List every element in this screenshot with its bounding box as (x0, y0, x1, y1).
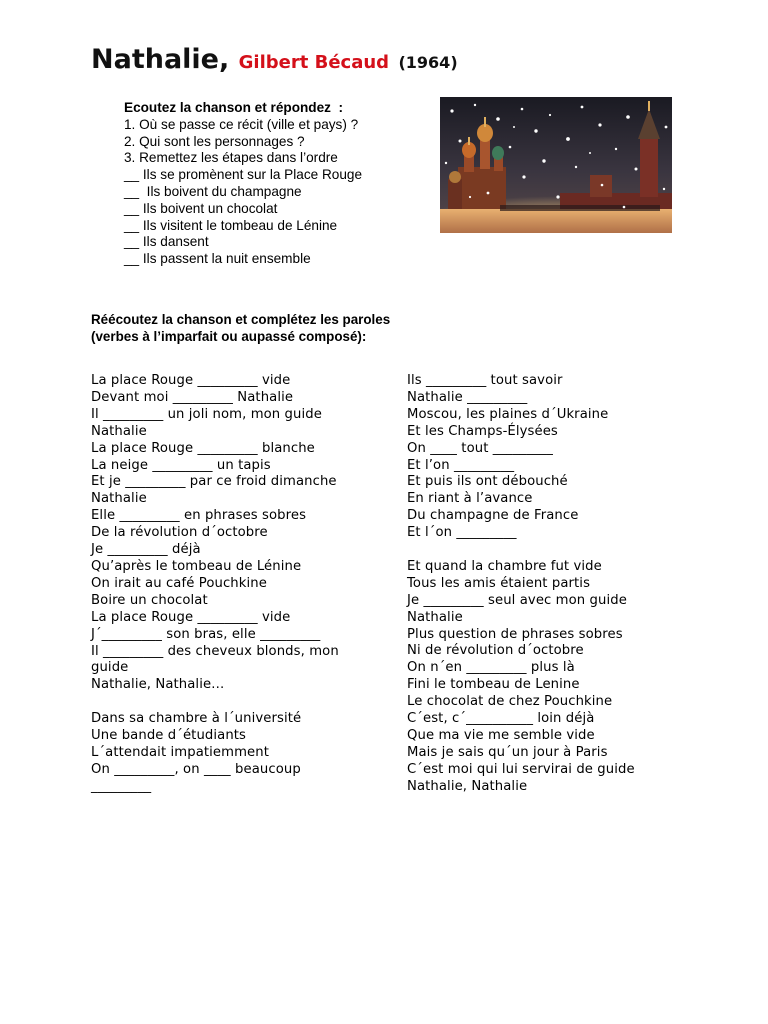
lyric-line: Je _________ déjà (91, 542, 201, 558)
exercise-1 (124, 100, 424, 268)
exercise-1-line: 3. Remettez les étapes dans l’ordre (124, 150, 338, 166)
lyric-line: Tous les amis étaient partis (407, 575, 591, 591)
lyric-line: On _________, on ____ beaucoup (91, 761, 301, 777)
lyric-line: Nathalie, Nathalie (407, 778, 528, 794)
lyric-line: La place Rouge _________ vide (91, 609, 291, 625)
lyric-line: Ni de révolution d´octobre (407, 643, 584, 659)
lyric-line (91, 694, 369, 711)
lyric-line: Plus question de phrases sobres (407, 626, 623, 642)
lyric-line: La neige _________ un tapis (91, 457, 271, 473)
lyric-line: Il _________ des cheveux blonds, mon guide (91, 643, 339, 676)
lyric-line: Nathalie (91, 491, 147, 507)
lyrics-left-column (91, 373, 369, 796)
lyrics-right-column (407, 373, 697, 796)
lyric-line: Boire un chocolat (91, 592, 208, 608)
lyric-line: On ____ tout _________ (407, 440, 554, 456)
lyric-line: Nathalie (407, 609, 463, 625)
lyric-line: Nathalie, Nathalie… (91, 677, 225, 693)
lyric-line: Et puis ils ont débouché (407, 474, 568, 490)
lyric-line: Le chocolat de chez Pouchkine (407, 694, 613, 710)
release-year: (1964) (398, 53, 458, 72)
exercise-1-heading: Ecoutez la chanson et répondez : (124, 100, 344, 115)
lyric-line: La place Rouge _________ blanche (91, 440, 315, 456)
lyric-line: Ils _________ tout savoir (407, 373, 563, 388)
exercise-1-line: __ Ils se promènent sur la Place Rouge (124, 167, 363, 183)
lyric-line: _________ (91, 778, 152, 794)
exercise-1-line: __ Ils passent la nuit ensemble (124, 251, 311, 267)
lyric-line: Fini le tombeau de Lenine (407, 677, 580, 693)
exercise-1-line: __ Ils dansent (124, 234, 209, 250)
lyric-line: Et quand la chambre fut vide (407, 558, 602, 574)
lyric-line: Nathalie _________ (407, 389, 528, 405)
lyric-line: C´est moi qui lui servirai de guide (407, 761, 635, 777)
lyric-line: Mais je sais qu´un jour à Paris (407, 744, 608, 760)
lyric-line: J´_________ son bras, elle _________ (91, 626, 321, 642)
exercise-2-instructions (91, 311, 421, 345)
lyric-line (407, 542, 697, 559)
lyric-line: Devant moi _________ Nathalie (91, 389, 294, 405)
red-square-snow-photo (440, 97, 672, 233)
lyric-line: Il _________ un joli nom, mon guide (91, 406, 322, 422)
lyric-line: C´est, c´__________ loin déjà (407, 711, 595, 727)
page-title (91, 40, 458, 83)
exercise-2-line: Réécoutez la chanson et complétez les paroles (91, 312, 391, 327)
lyric-line: Et je _________ par ce froid dimanche (91, 474, 337, 490)
lyric-line: Elle _________ en phrases sobres (91, 508, 307, 524)
lyric-line: La place Rouge _________ vide (91, 373, 291, 388)
lyric-line: En riant à l’avance (407, 491, 533, 507)
exercise-1-line: __ Ils boivent un chocolat (124, 200, 278, 216)
lyric-line: Et l’on _________ (407, 457, 515, 473)
lyric-line: Moscou, les plaines d´Ukraine (407, 406, 609, 422)
exercise-1-line: 2. Qui sont les personnages ? (124, 133, 305, 149)
lyric-line: Dans sa chambre à l´université (91, 711, 302, 727)
lyric-line: Qu’après le tombeau de Lénine (91, 558, 302, 574)
artist-name: Gilbert Bécaud (238, 52, 390, 73)
exercise-2-line: (verbes à l’imparfait ou aupassé composé): (91, 329, 367, 344)
lyric-line: Du champagne de France (407, 508, 579, 524)
lyric-line: Que ma vie me semble vide (407, 728, 595, 744)
lyric-line: De la révolution d´octobre (91, 525, 268, 541)
lyric-line: Une bande d´étudiants (91, 728, 247, 744)
lyric-line: Je _________ seul avec mon guide (407, 592, 627, 608)
song-title: Nathalie, (91, 44, 230, 75)
exercise-1-line: __ Ils boivent du champagne (124, 183, 302, 199)
lyric-line: Nathalie (91, 423, 147, 439)
exercise-1-line: __ Ils visitent le tombeau de Lénine (124, 217, 338, 233)
lyric-line: Et l´on _________ (407, 525, 517, 541)
lyric-line: On irait au café Pouchkine (91, 575, 267, 591)
lyric-line: L´attendait impatiemment (91, 744, 269, 760)
exercise-1-line: 1. Où se passe ce récit (ville et pays) ? (124, 116, 359, 132)
lyric-line: Et les Champs-Élysées (407, 423, 558, 439)
lyric-line: On n´en _________ plus là (407, 660, 575, 676)
